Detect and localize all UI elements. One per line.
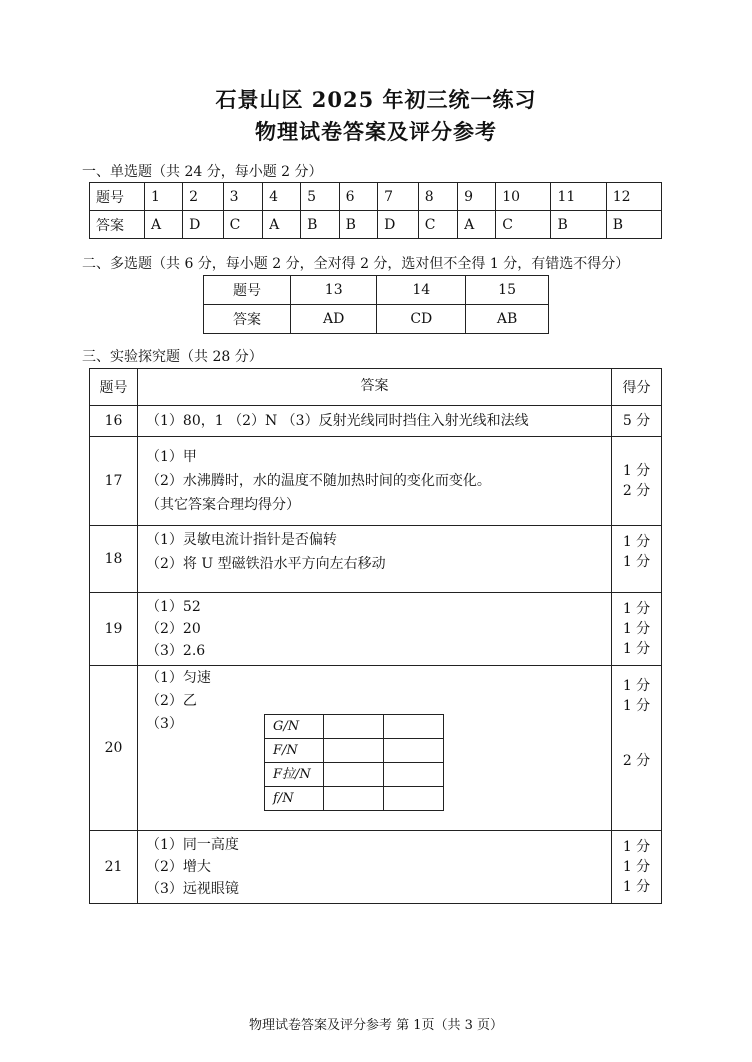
answer-line: （2）将 U 型磁铁沿水平方向左右移动 [146, 556, 386, 572]
header-question: 题号 [90, 369, 138, 406]
question-number: 18 [90, 526, 138, 593]
answer-cell: A [458, 211, 496, 239]
answer-cell: B [301, 211, 339, 239]
row-label: 答案 [204, 305, 291, 334]
table-row [90, 666, 662, 831]
answer-line: （3） [146, 716, 183, 732]
answer-cell: C [223, 211, 262, 239]
answer-line: （2）20 [146, 621, 201, 637]
answer-cell: C [418, 211, 457, 239]
table-row [265, 739, 444, 763]
table-header-row [90, 369, 662, 406]
answer-line: （1）甲 [146, 449, 197, 465]
answer-line: （1）灵敏电流计指针是否偏转 [146, 532, 337, 548]
question-number: 19 [90, 593, 138, 666]
question-number: 9 [458, 183, 496, 211]
score-value: 1 分 [622, 859, 651, 875]
answer-line: （其它答案合理均得分） [146, 497, 300, 513]
answer-cell: A [263, 211, 301, 239]
table-row [204, 276, 549, 305]
empty-cell [384, 763, 444, 787]
answer-cell: CD [377, 305, 466, 334]
question-number: 10 [496, 183, 551, 211]
page-footer: 物理试卷答案及评分参考 第 1页（共 3 页） [248, 1018, 504, 1033]
score-cell [612, 406, 662, 437]
question-number: 13 [291, 276, 377, 305]
header-score: 得分 [612, 369, 662, 406]
score-value: 1 分 [622, 698, 651, 714]
answer-line: （2）增大 [146, 859, 211, 875]
question-number: 7 [378, 183, 419, 211]
score-value: 1 分 [622, 641, 651, 657]
multi-choice-table [203, 275, 549, 334]
table-row [90, 211, 662, 239]
answer-line: （3）2.6 [146, 643, 206, 659]
table-row [90, 593, 662, 666]
answer-line: （2）水沸腾时，水的温度不随加热时间的变化而变化。 [146, 473, 491, 489]
question-number: 4 [263, 183, 301, 211]
score-value: 1 分 [622, 839, 651, 855]
table-row [90, 831, 662, 904]
table-row [204, 305, 549, 334]
data-record-table [264, 714, 444, 811]
score-value: 1 分 [622, 879, 651, 895]
answer-cell [138, 666, 612, 831]
question-number: 16 [90, 406, 138, 437]
header-answer: 答案 [138, 369, 612, 406]
score-value: 5 分 [622, 413, 651, 429]
table-row [265, 763, 444, 787]
experiment-table [89, 368, 662, 904]
answer-cell: D [378, 211, 419, 239]
variable-label: f/N [265, 787, 324, 811]
question-number: 12 [606, 183, 661, 211]
row-label: 答案 [90, 211, 145, 239]
table-row [265, 787, 444, 811]
table-row [90, 183, 662, 211]
score-cell [612, 831, 662, 904]
answer-line: （1）52 [146, 599, 201, 615]
section1-title: 一、单选题（共 24 分，每小题 2 分） [82, 164, 323, 180]
empty-cell [384, 715, 444, 739]
score-value: 1 分 [622, 601, 651, 617]
score-value: 1 分 [622, 463, 651, 479]
answer-cell [138, 593, 612, 666]
answer-line: （1）同一高度 [146, 837, 239, 853]
exam-subtitle: 物理试卷答案及评分参考 [255, 119, 497, 144]
table-row [90, 437, 662, 526]
question-number: 3 [223, 183, 262, 211]
answer-cell [138, 406, 612, 437]
answer-line: （2）乙 [146, 693, 197, 709]
answer-cell [138, 526, 612, 593]
score-value: 1 分 [622, 621, 651, 637]
question-number: 15 [466, 276, 549, 305]
question-number: 8 [418, 183, 457, 211]
score-value: 2 分 [622, 483, 651, 499]
empty-cell [324, 715, 384, 739]
score-value: 1 分 [622, 534, 651, 550]
empty-cell [384, 787, 444, 811]
table-row [265, 715, 444, 739]
row-label: 题号 [204, 276, 291, 305]
question-number: 14 [377, 276, 466, 305]
answer-cell: B [606, 211, 661, 239]
empty-cell [324, 763, 384, 787]
variable-label: F/N [265, 739, 324, 763]
question-number: 17 [90, 437, 138, 526]
answer-line: （1）80，1 （2）N （3）反射光线同时挡住入射光线和法线 [146, 413, 529, 429]
question-number: 5 [301, 183, 339, 211]
answer-cell: D [183, 211, 224, 239]
section2-title: 二、多选题（共 6 分，每小题 2 分，全对得 2 分，选对但不全得 1 分，有错选不得分） [82, 256, 630, 272]
question-number: 20 [90, 666, 138, 831]
score-cell [612, 666, 662, 831]
score-cell [612, 526, 662, 593]
score-value: 2 分 [622, 753, 651, 769]
answer-cell: A [145, 211, 183, 239]
table-row [90, 406, 662, 437]
question-number: 2 [183, 183, 224, 211]
answer-line: （1）匀速 [146, 670, 211, 686]
single-choice-table [89, 182, 662, 239]
answer-cell: C [496, 211, 551, 239]
answer-cell [138, 437, 612, 526]
question-number: 1 [145, 183, 183, 211]
variable-label: G/N [265, 715, 324, 739]
answer-cell [138, 831, 612, 904]
row-label: 题号 [90, 183, 145, 211]
empty-cell [324, 739, 384, 763]
answer-cell: AB [466, 305, 549, 334]
answer-cell: B [551, 211, 606, 239]
score-cell [612, 437, 662, 526]
table-row [90, 526, 662, 593]
variable-label: F拉/N [265, 763, 324, 787]
empty-cell [324, 787, 384, 811]
score-value: 1 分 [622, 554, 651, 570]
answer-line: （3）远视眼镜 [146, 881, 239, 897]
section3-title: 三、实验探究题（共 28 分） [82, 349, 263, 365]
answer-cell: B [339, 211, 377, 239]
exam-title: 石景山区 2025 年初三统一练习 [215, 87, 537, 112]
question-number: 6 [339, 183, 377, 211]
answer-cell: AD [291, 305, 377, 334]
empty-cell [384, 739, 444, 763]
score-value: 1 分 [622, 678, 651, 694]
score-cell [612, 593, 662, 666]
question-number: 11 [551, 183, 606, 211]
question-number: 21 [90, 831, 138, 904]
